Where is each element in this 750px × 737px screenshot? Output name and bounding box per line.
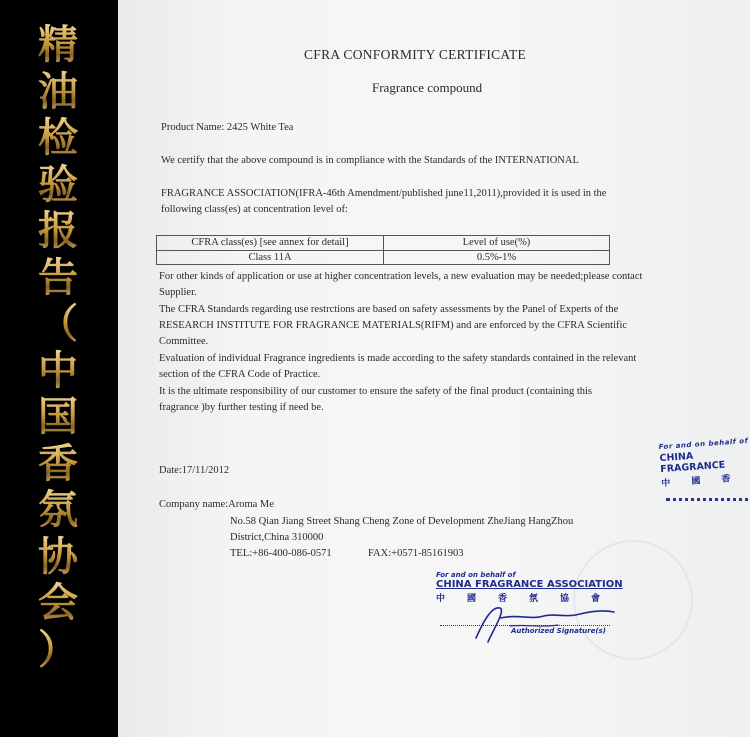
stamp-text: CHINA FRAGRANCE <box>659 450 726 476</box>
certificate-paper <box>118 0 750 737</box>
paragraph-line: The CFRA Standards regarding use restrctions are based on safety assessments by the Panel of Experts of the <box>159 304 619 315</box>
table-row <box>157 250 610 265</box>
title-char: 报 <box>38 208 78 254</box>
table-header: Level of use(%) <box>384 236 610 251</box>
title-char: ） <box>38 626 78 673</box>
title-char: 香 <box>38 440 78 487</box>
stamp-text: For and on behalf of <box>436 571 516 579</box>
title-char: 协 <box>38 533 78 580</box>
class-table <box>156 235 610 265</box>
title-char: 会 <box>38 580 78 626</box>
company-name: Company name:Aroma Me <box>159 499 274 510</box>
table-cell: 0.5%-1% <box>384 250 610 265</box>
paragraph-line: section of the CFRA Code of Practice. <box>159 369 321 380</box>
issue-date: Date:17/11/2012 <box>159 465 230 476</box>
ifra-statement: FRAGRANCE ASSOCIATION(IFRA-46th Amendment/published june11,2011),provided it is used in the <box>161 188 607 199</box>
paragraph-line: fragrance )by further testing if need be. <box>159 402 324 413</box>
title-char: 油 <box>38 68 78 115</box>
handwritten-signature <box>470 598 620 646</box>
signature-dotted-rule <box>440 625 610 626</box>
stamp-text: CHINA FRAGRANCE ASSOCIATION <box>436 579 623 590</box>
company-tel: TEL:+86-400-086-0571 <box>230 548 332 559</box>
certificate-title: CFRA CONFORMITY CERTIFICATE <box>304 47 527 62</box>
company-fax: FAX:+0571-85161903 <box>368 548 464 559</box>
paragraph-line: Committee. <box>159 336 209 347</box>
stamp-text: 中 國 香 <box>661 473 740 490</box>
title-banner <box>0 0 118 737</box>
title-char: （ <box>38 301 78 347</box>
title-char: 氛 <box>38 487 78 533</box>
paragraph-line: RESEARCH INSTITUTE FOR FRAGRANCE MATERIALS(RIFM) and are enforced by the CFRA Scientific <box>159 320 628 331</box>
product-name: Product Name: 2425 White Tea <box>161 122 294 133</box>
title-char: 精 <box>38 22 78 68</box>
company-address-cont: District,China 310000 <box>230 532 324 543</box>
title-char: 验 <box>38 161 78 208</box>
paragraph-line: Evaluation of individual Fragrance ingredients is made according to the safety standards contained in the relevant <box>159 353 637 364</box>
table-header: CFRA class(es) [see annex for detail] <box>157 236 384 251</box>
title-char: 中 <box>38 347 78 394</box>
paragraph-line: For other kinds of application or use at higher concentration levels, a new evaluation may be needed;please contact <box>159 271 643 282</box>
ifra-statement-cont: following class(es) at concentration level of: <box>161 204 348 215</box>
association-stamp-partial <box>659 437 750 489</box>
paragraph-line: It is the ultimate responsibility of our customer to ensure the safety of the final product (containing this <box>159 386 593 397</box>
signature-label: Authorized Signature(s) <box>511 627 606 635</box>
title-char: 检 <box>38 115 78 161</box>
title-char: 国 <box>38 394 78 440</box>
table-header-row <box>157 236 610 251</box>
title-char: 告 <box>38 254 78 301</box>
paragraph-line: Supplier. <box>159 287 197 298</box>
stamp-text: 中國香氛協會 <box>436 594 623 604</box>
stamp-dotted-rule <box>666 498 750 501</box>
certificate-subtitle: Fragrance compound <box>372 80 483 95</box>
vertical-title <box>26 22 90 673</box>
stamp-text: For and on behalf of <box>658 436 749 452</box>
table-cell: Class 11A <box>157 250 384 265</box>
company-address: No.58 Qian Jiang Street Shang Cheng Zone of Development ZheJiang HangZhou <box>230 516 574 527</box>
certify-statement: We certify that the above compound is in compliance with the Standards of the INTERNATIONAL <box>161 155 579 166</box>
